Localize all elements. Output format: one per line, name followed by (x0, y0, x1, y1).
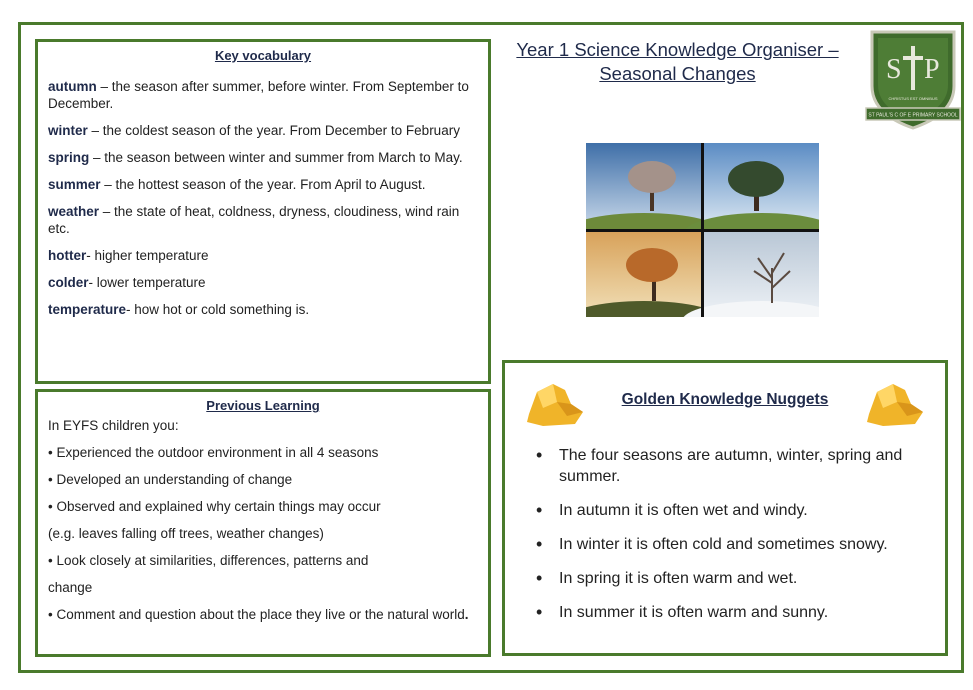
previous-learning-line: change (48, 580, 93, 595)
vocab-definition: - higher temperature (86, 248, 209, 263)
nugget-item: • In autumn it is often wet and windy. (535, 500, 925, 521)
nuggets-list (535, 445, 925, 636)
page-title-line-1: Year 1 Science Knowledge Organiser – (516, 39, 839, 60)
vocab-term: spring (48, 150, 90, 165)
vocab-term: temperature (48, 302, 127, 317)
previous-learning-text: • Comment and question about the place they live or the natural world (48, 607, 465, 622)
vocab-term: weather (48, 204, 100, 219)
nugget-item: • In spring it is often warm and wet. (535, 568, 925, 589)
crest-motto: CHRISTUS EST OMNIBUS (888, 96, 938, 101)
previous-learning-line: (e.g. leaves falling off trees, weather changes) (48, 526, 324, 541)
vocabulary-list (48, 78, 478, 318)
vocab-definition: – the season between winter and summer from March to May. (89, 150, 463, 165)
vocab-term: winter (48, 123, 88, 138)
page-title-line-2: Seasonal Changes (599, 63, 756, 84)
vocab-item-winter (48, 122, 478, 139)
vocab-definition: - how hot or cold something is. (126, 302, 310, 317)
golden-knowledge-nuggets-heading: Golden Knowledge Nuggets (621, 391, 829, 408)
vocab-definition: - lower temperature (88, 275, 206, 290)
vocab-item-weather (48, 203, 478, 237)
previous-learning-body (48, 417, 478, 623)
previous-learning-line: • Developed an understanding of change (48, 472, 293, 487)
school-crest-logo (862, 28, 964, 132)
vocab-definition: – the season after summer, before winter. From September to December. (48, 79, 469, 111)
crest-initial-right: P (924, 54, 940, 85)
key-vocabulary-panel (35, 39, 491, 384)
golden-knowledge-nuggets-panel (502, 360, 948, 656)
vocab-term: summer (48, 177, 101, 192)
previous-learning-punct: . (464, 607, 469, 622)
vocab-item-summer (48, 176, 478, 193)
nugget-item: • In summer it is often warm and sunny. (535, 602, 925, 623)
vocab-definition: – the coldest season of the year. From December to February (87, 123, 460, 138)
vocab-term: hotter (48, 248, 87, 263)
key-vocabulary-heading: Key vocabulary (214, 48, 312, 63)
vocab-definition: – the state of heat, coldness, dryness, cloudiness, wind rain etc. (48, 204, 460, 236)
nugget-item: • In winter it is often cold and sometimes snowy. (535, 534, 925, 555)
crest-school-name: ST PAUL'S C OF E PRIMARY SCHOOL (868, 112, 958, 119)
vocab-term: colder (48, 275, 89, 290)
nugget-item: • The four seasons are autumn, winter, spring and summer. (535, 445, 925, 487)
previous-learning-line: • Experienced the outdoor environment in all 4 seasons (48, 445, 379, 460)
vocab-item-colder (48, 274, 478, 291)
gold-nugget-icon (863, 378, 927, 428)
previous-learning-line: • Look closely at similarities, differences, patterns and (48, 553, 369, 568)
previous-learning-line: In EYFS children you: (48, 418, 179, 433)
vocab-definition: – the hottest season of the year. From April to August. (100, 177, 426, 192)
vocab-item-spring (48, 149, 478, 166)
page-title (500, 38, 855, 86)
vocab-term: autumn (48, 79, 97, 94)
previous-learning-heading: Previous Learning (206, 398, 320, 413)
four-seasons-trees-image (586, 143, 819, 317)
vocab-item-autumn (48, 78, 478, 112)
crest-initial-left: S (886, 54, 902, 85)
previous-learning-last-line (48, 606, 478, 623)
previous-learning-panel (35, 389, 491, 657)
vocab-item-hotter (48, 247, 478, 264)
vocab-item-temperature (48, 301, 478, 318)
previous-learning-line: • Observed and explained why certain things may occur (48, 499, 381, 514)
